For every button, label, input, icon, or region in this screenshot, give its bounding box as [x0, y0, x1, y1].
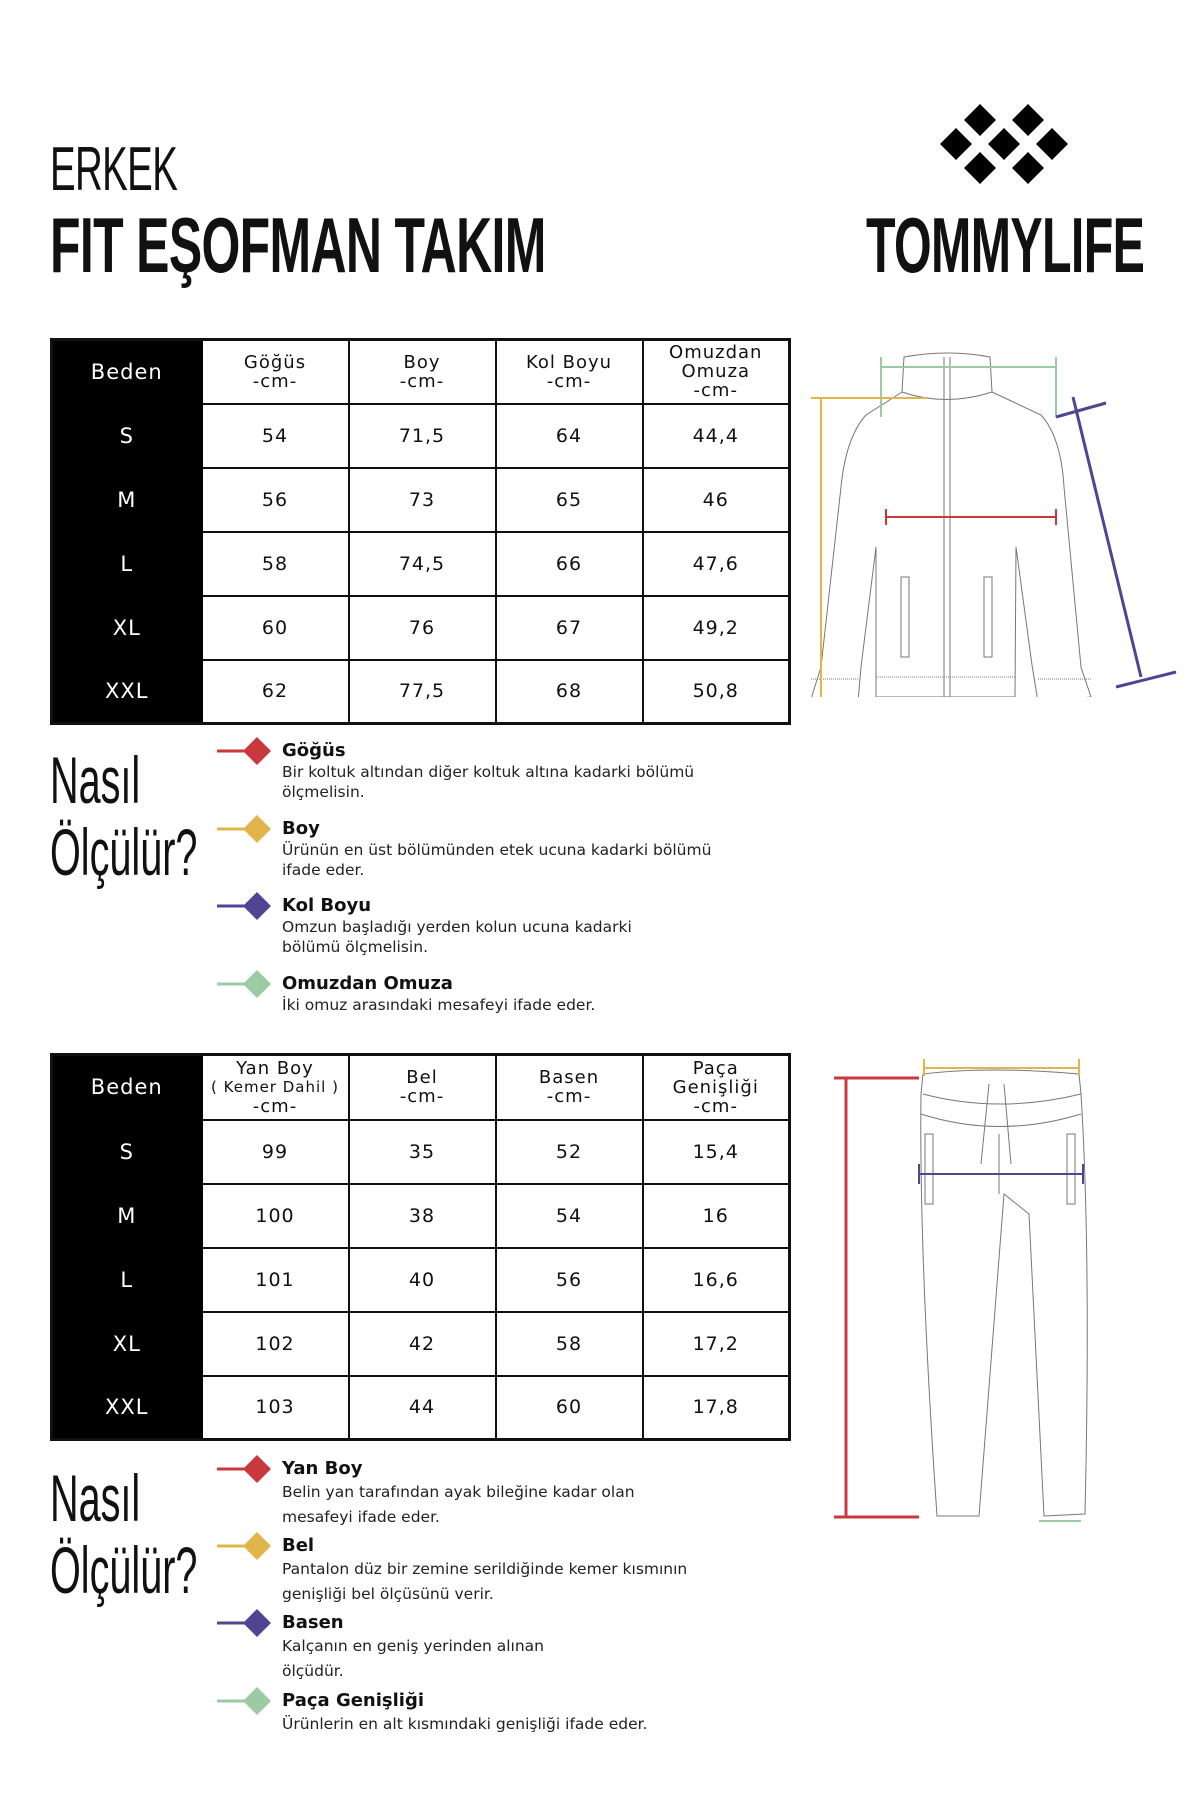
column-header-line: -cm- — [693, 1095, 738, 1117]
brand-name: TOMMYLIFE — [866, 201, 1145, 289]
guide-item-desc: bölümü ölçmelisin. — [282, 938, 428, 956]
column-header-line: -cm- — [546, 370, 592, 392]
guide-item — [282, 973, 595, 1015]
table-cell: 56 — [496, 1248, 643, 1312]
measure-marker-icon — [217, 891, 273, 921]
table-cell: 52 — [496, 1120, 643, 1184]
table-row — [52, 1184, 790, 1248]
column-header-line: Kol Boyu — [525, 351, 613, 373]
column-header — [202, 340, 349, 404]
guide-heading-line: Ölçülür? — [50, 1533, 198, 1607]
table-cell: 60 — [496, 1376, 643, 1440]
guide-item — [282, 1612, 544, 1684]
column-header-line: Omuza — [681, 361, 751, 383]
brand-logo-icon — [938, 104, 1070, 184]
guide-heading-line: Ölçülür? — [50, 815, 198, 889]
table-cell: 46 — [643, 468, 790, 532]
table-cell: 67 — [496, 596, 643, 660]
size-column-header: Beden — [52, 1055, 202, 1120]
table-cell: 58 — [496, 1312, 643, 1376]
table-cell: 17,8 — [643, 1376, 790, 1440]
guide-item-desc: ölçüdür. — [282, 1662, 344, 1680]
table-cell: 102 — [202, 1312, 349, 1376]
column-header-line: Boy — [403, 351, 441, 373]
column-header-line: Göğüs — [243, 351, 307, 373]
guide-item-title: Boy — [282, 818, 320, 839]
column-header-line: -cm- — [399, 1086, 445, 1108]
guide-item-title: Yan Boy — [282, 1458, 363, 1479]
table-cell: 44 — [349, 1376, 496, 1440]
measure-marker-icon — [217, 1686, 273, 1716]
table-cell: 68 — [496, 660, 643, 724]
guide-item-desc: Kalçanın en geniş yerinden alınan — [282, 1637, 544, 1655]
column-header — [496, 340, 643, 404]
table-cell: 62 — [202, 660, 349, 724]
measure-marker-icon — [217, 736, 273, 766]
table-cell: 47,6 — [643, 532, 790, 596]
column-header — [643, 1055, 790, 1120]
table-cell: 99 — [202, 1120, 349, 1184]
measure-marker-icon — [217, 1454, 273, 1484]
guide-item-desc: İki omuz arasındaki mesafeyi ifade eder. — [282, 996, 596, 1014]
guide-item — [282, 740, 694, 802]
table-row — [52, 532, 790, 596]
guide-item-title: Bel — [282, 1535, 315, 1556]
table-cell: 40 — [349, 1248, 496, 1312]
table-cell: 54 — [496, 1184, 643, 1248]
measure-marker-icon — [217, 969, 273, 999]
guide-item — [282, 1458, 635, 1530]
table-row — [52, 404, 790, 468]
page-title: FIT EŞOFMAN TAKIM — [50, 201, 546, 289]
guide-item — [282, 1535, 687, 1607]
column-header-line: Basen — [538, 1067, 600, 1089]
guide-item-desc: Bir koltuk altından diğer koltuk altına kadarki bölümü — [282, 763, 695, 781]
column-header — [349, 340, 496, 404]
table-cell: 66 — [496, 532, 643, 596]
column-header-line: -cm- — [252, 1095, 298, 1117]
table-cell: 76 — [349, 596, 496, 660]
guide-item-desc: Pantalon düz bir zemine serildiğinde kemer kısmının — [282, 1560, 688, 1578]
guide-item-desc: mesafeyi ifade eder. — [282, 1508, 440, 1526]
table-cell: 56 — [202, 468, 349, 532]
guide-heading — [50, 744, 197, 888]
column-header-line: -cm- — [546, 1086, 592, 1108]
table-cell: 16 — [643, 1184, 790, 1248]
table-row — [52, 1376, 790, 1440]
table-cell: 65 — [496, 468, 643, 532]
top-size-table — [50, 338, 791, 725]
column-header-line: Genişliği — [672, 1076, 759, 1098]
guide-heading-line: Nasıl — [50, 743, 141, 817]
table-cell: 35 — [349, 1120, 496, 1184]
table-cell: 103 — [202, 1376, 349, 1440]
size-label: L — [52, 1248, 202, 1312]
table-cell: 58 — [202, 532, 349, 596]
size-label: L — [52, 532, 202, 596]
measure-marker-icon — [217, 1531, 273, 1561]
table-row — [52, 1312, 790, 1376]
guide-item — [282, 895, 632, 957]
size-column-header: Beden — [52, 340, 202, 404]
table-cell: 74,5 — [349, 532, 496, 596]
table-cell: 73 — [349, 468, 496, 532]
guide-item-title: Basen — [282, 1612, 344, 1633]
jacket-diagram — [806, 337, 1186, 697]
table-cell: 71,5 — [349, 404, 496, 468]
column-header — [643, 340, 790, 404]
table-cell: 64 — [496, 404, 643, 468]
guide-item-desc: ifade eder. — [282, 861, 365, 879]
table-cell: 17,2 — [643, 1312, 790, 1376]
table-cell: 15,4 — [643, 1120, 790, 1184]
column-header — [202, 1055, 349, 1120]
guide-item-title: Omuzdan Omuza — [282, 973, 453, 994]
table-cell: 101 — [202, 1248, 349, 1312]
column-header-line: -cm- — [252, 370, 298, 392]
table-row — [52, 660, 790, 724]
guide-item-title: Göğüs — [282, 740, 346, 761]
column-header-line: -cm- — [693, 380, 738, 402]
column-header — [349, 1055, 496, 1120]
column-header-line: Bel — [406, 1067, 438, 1089]
table-cell: 77,5 — [349, 660, 496, 724]
guide-item-desc: Belin yan tarafından ayak bileğine kadar olan — [282, 1483, 635, 1501]
size-label: XXL — [52, 660, 202, 724]
guide-item-title: Paça Genişliği — [282, 1690, 425, 1711]
size-label: XL — [52, 596, 202, 660]
guide-item-title: Kol Boyu — [282, 895, 372, 916]
table-row — [52, 1248, 790, 1312]
subtitle: ERKEK — [50, 135, 178, 204]
column-header-line: Omuzdan — [669, 342, 763, 364]
table-cell: 54 — [202, 404, 349, 468]
guide-heading — [50, 1462, 197, 1606]
guide-item-desc: genişliği bel ölçüsünü verir. — [282, 1585, 494, 1603]
guide-item — [282, 818, 711, 880]
size-label: XL — [52, 1312, 202, 1376]
column-header — [496, 1055, 643, 1120]
table-cell: 49,2 — [643, 596, 790, 660]
table-cell: 44,4 — [643, 404, 790, 468]
bottom-size-table — [50, 1053, 791, 1441]
table-row — [52, 1120, 790, 1184]
table-row — [52, 468, 790, 532]
size-label: S — [52, 1120, 202, 1184]
table-cell: 60 — [202, 596, 349, 660]
size-label: XXL — [52, 1376, 202, 1440]
table-row — [52, 596, 790, 660]
guide-item-desc: ölçmelisin. — [282, 783, 365, 801]
guide-item-desc: Ürünlerin en alt kısmındaki genişliği ifade eder. — [282, 1715, 648, 1733]
column-header-line: -cm- — [399, 370, 445, 392]
guide-item-desc: Ürünün en üst bölümünden etek ucuna kadarki bölümü — [282, 841, 712, 859]
guide-item-desc: Omzun başladığı yerden kolun ucuna kadarki — [282, 918, 632, 936]
size-label: M — [52, 1184, 202, 1248]
measure-marker-icon — [217, 1608, 273, 1638]
size-label: M — [52, 468, 202, 532]
column-header-line: Yan Boy — [236, 1057, 314, 1079]
table-cell: 16,6 — [643, 1248, 790, 1312]
measure-marker-icon — [217, 814, 273, 844]
table-cell: 50,8 — [643, 660, 790, 724]
table-cell: 100 — [202, 1184, 349, 1248]
pants-diagram — [829, 1054, 1089, 1524]
column-header-line: Paça — [692, 1057, 739, 1079]
guide-item — [282, 1690, 647, 1737]
column-header-line: ( Kemer Dahil ) — [211, 1077, 339, 1096]
guide-heading-line: Nasıl — [50, 1461, 141, 1535]
table-cell: 42 — [349, 1312, 496, 1376]
table-cell: 38 — [349, 1184, 496, 1248]
size-label: S — [52, 404, 202, 468]
